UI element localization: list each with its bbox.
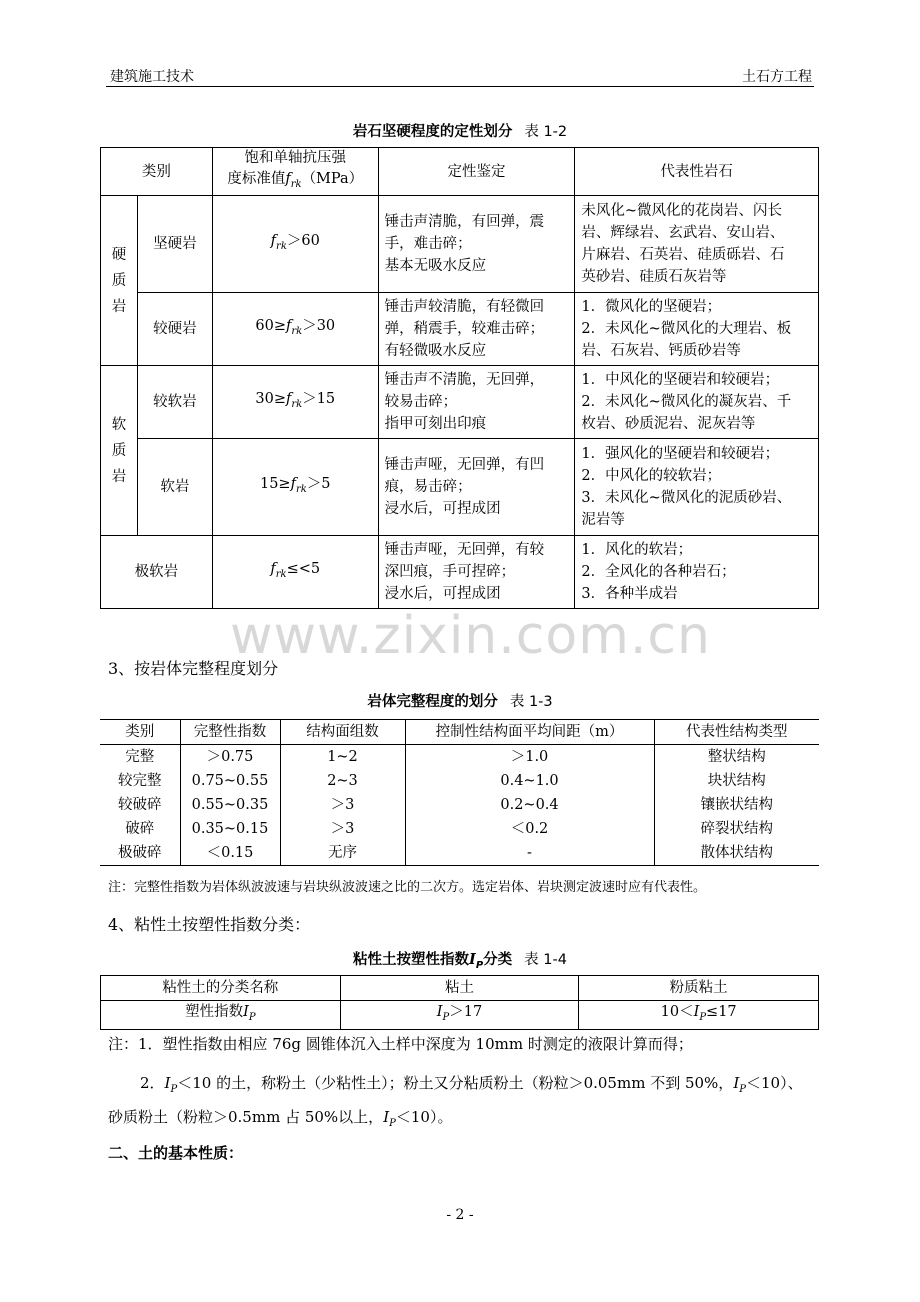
strength-value: $30\ge f_{rk}>15$ bbox=[212, 366, 378, 439]
header-qualitative: 定性鉴定 bbox=[378, 148, 575, 196]
subcategory: 较软岩 bbox=[137, 366, 212, 439]
table-row bbox=[101, 148, 819, 196]
group-soft: 软质岩 bbox=[101, 366, 138, 536]
qualitative-text: 锤击声哑，无回弹，有凹 痕，易击碎； 浸水后，可捏成团 bbox=[378, 439, 575, 536]
header-cell: 完整性指数 bbox=[180, 720, 280, 745]
section-4-heading: 4、粘性土按塑性指数分类： bbox=[108, 915, 311, 934]
section-3-heading: 3、按岩体完整程度划分 bbox=[108, 659, 279, 678]
table-1-3-number: 表 1-3 bbox=[509, 694, 553, 710]
table-1-2-caption bbox=[0, 120, 920, 141]
header-right: 土石方工程 bbox=[742, 69, 812, 85]
qualitative-text: 锤击声较清脆，有轻微回 弹，稍震手，较难击碎； 有轻微吸水反应 bbox=[378, 293, 575, 366]
subcategory: 软岩 bbox=[137, 439, 212, 536]
header-cell: 类别 bbox=[100, 720, 180, 745]
rock-integrity-table bbox=[100, 719, 819, 866]
table-row: 塑性指数$I_P$ $I_P>17$ $10<I_P\le 17$ bbox=[101, 1001, 819, 1030]
rocks-text: 1．风化的软岩； 2．全风化的各种岩石； 3．各种半成岩 bbox=[575, 536, 819, 609]
header-cell: 粘性土的分类名称 bbox=[101, 976, 341, 1001]
note-1: 注：1．塑性指数由相应 76g 圆锥体沉入土样中深度为 10mm 时测定的液限计算而得； bbox=[108, 1035, 693, 1053]
strength-value: $60\ge f_{rk}>30$ bbox=[212, 293, 378, 366]
table-header-row bbox=[100, 720, 819, 745]
rocks-text: 1．强风化的坚硬岩和较硬岩； 2．中风化的较软岩； 3．未风化~微风化的泥质砂岩、 泥岩等 bbox=[575, 439, 819, 536]
table-row: 完整 ＞0.75 1~2 ＞1.0 整状结构 bbox=[100, 745, 819, 770]
qualitative-text: 锤击声清脆，有回弹，震 手，难击碎； 基本无吸水反应 bbox=[378, 196, 575, 293]
table-1-3-title: 岩体完整程度的划分 bbox=[367, 694, 498, 710]
note-2: 2．$I_P<10$ 的土，称粉土（少粘性土）；粉土又分粘质粉土（粉粒＞0.05mm 不到 50%，$I_P<10$）、 bbox=[140, 1074, 803, 1095]
table-1-2-number: 表 1-2 bbox=[524, 124, 568, 140]
qualitative-text: 锤击声不清脆，无回弹， 较易击碎； 指甲可刻出印痕 bbox=[378, 366, 575, 439]
subcategory: 坚硬岩 bbox=[137, 196, 212, 293]
table-1-3-note: 注：完整性指数为岩体纵波波速与岩块纵波波速之比的二次方。选定岩体、岩块测定波速时应有代表性。 bbox=[108, 880, 707, 895]
table-row: 极破碎 ＜0.15 无序 - 散体状结构 bbox=[100, 841, 819, 866]
clay-classification-table bbox=[100, 975, 819, 1030]
header-category: 类别 bbox=[101, 148, 213, 196]
header-cell: 代表性结构类型 bbox=[654, 720, 819, 745]
note-2-continued: 砂质粉土（粉粒＞0.5mm 占 50%以上，$I_P<10$）。 bbox=[108, 1108, 453, 1129]
section-two-heading: 二、土的基本性质： bbox=[108, 1144, 244, 1162]
table-header-row bbox=[101, 976, 819, 1001]
rocks-text: 1．微风化的坚硬岩； 2．未风化~微风化的大理岩、板 岩、石灰岩、钙质砂岩等 bbox=[575, 293, 819, 366]
subcategory: 较硬岩 bbox=[137, 293, 212, 366]
header-cell: 粉质粘土 bbox=[579, 976, 819, 1001]
table-row: 较完整 0.75~0.55 2~3 0.4~1.0 块状结构 bbox=[100, 769, 819, 793]
table-1-4-caption: 粘性土按塑性指数$I_P$分类 表 1-4 bbox=[353, 951, 567, 971]
table-row bbox=[101, 196, 819, 293]
table-row bbox=[101, 536, 819, 609]
table-row bbox=[101, 366, 819, 439]
qualitative-text: 锤击声哑，无回弹，有较 深凹痕，手可捏碎； 浸水后，可捏成团 bbox=[378, 536, 575, 609]
header-cell: 结构面组数 bbox=[280, 720, 405, 745]
header-rule bbox=[106, 86, 814, 87]
strength-value: $f_{rk}\le<5$ bbox=[212, 536, 378, 609]
watermark: www.zixin.com.cn bbox=[230, 606, 711, 666]
header-strength: 饱和单轴抗压强 度标准值$f_{rk}(MPa)$ bbox=[212, 148, 378, 196]
table-row bbox=[101, 439, 819, 536]
header-left: 建筑施工技术 bbox=[110, 69, 194, 85]
table-1-3-caption bbox=[0, 690, 920, 711]
header-cell: 粘土 bbox=[340, 976, 579, 1001]
table-1-2-title: 岩石坚硬程度的定性划分 bbox=[352, 124, 513, 140]
table-row bbox=[101, 293, 819, 366]
rocks-text: 未风化~微风化的花岗岩、闪长 岩、辉绿岩、玄武岩、安山岩、 片麻岩、石英岩、硅质砾岩、石 英砂岩、硅质石灰岩等 bbox=[575, 196, 819, 293]
page-number: - 2 - bbox=[446, 1207, 474, 1223]
group-hard: 硬质岩 bbox=[101, 196, 138, 366]
strength-value: $f_{rk}>60$ bbox=[212, 196, 378, 293]
table-row: 较破碎 0.55~0.35 ＞3 0.2~0.4 镶嵌状结构 bbox=[100, 793, 819, 817]
header-rocks: 代表性岩石 bbox=[575, 148, 819, 196]
rock-hardness-table bbox=[100, 147, 819, 609]
rocks-text: 1．中风化的坚硬岩和较硬岩； 2．未风化~微风化的凝灰岩、千 枚岩、砂质泥岩、泥灰岩等 bbox=[575, 366, 819, 439]
header-cell: 控制性结构面平均间距（m） bbox=[405, 720, 654, 745]
table-row: 破碎 0.35~0.15 ＞3 ＜0.2 碎裂状结构 bbox=[100, 817, 819, 841]
subcategory: 极软岩 bbox=[101, 536, 213, 609]
strength-value: $15\ge f_{rk}>5$ bbox=[212, 439, 378, 536]
